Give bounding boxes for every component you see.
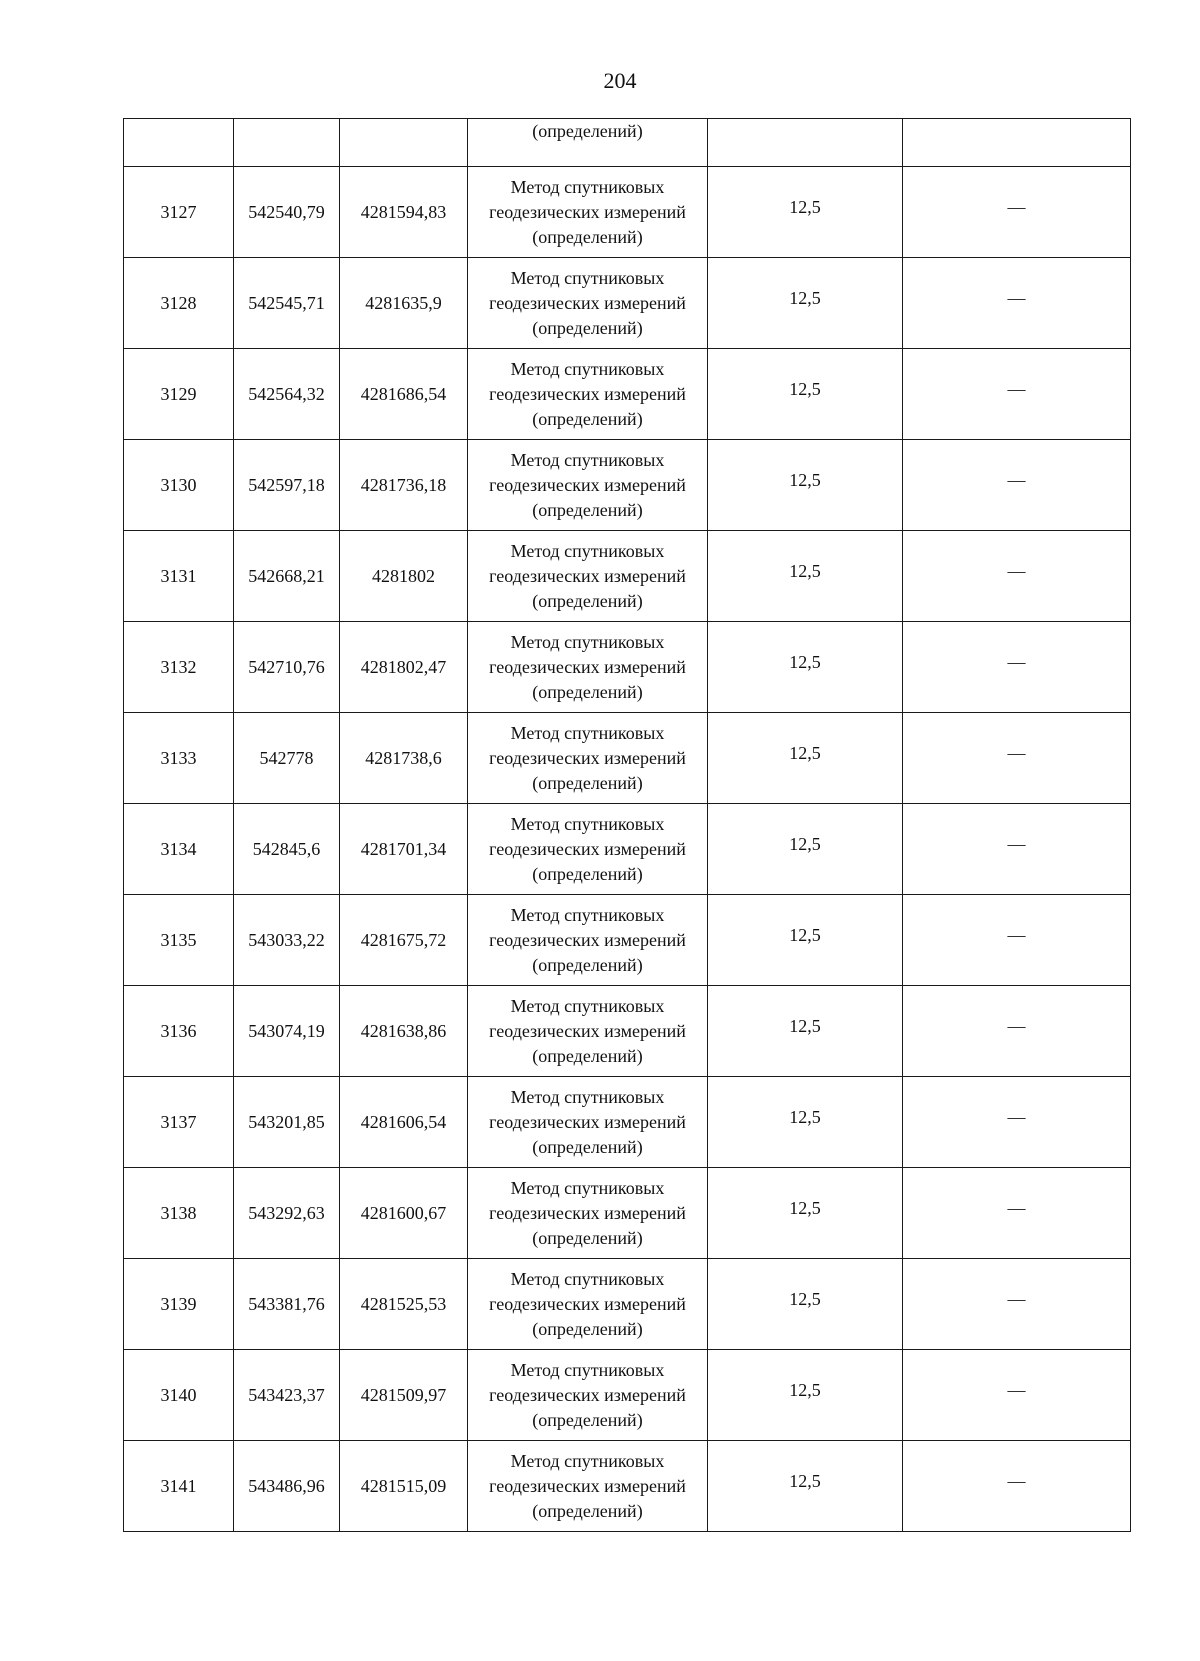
table-row	[124, 167, 1131, 258]
method-line: (определений)	[532, 1500, 643, 1521]
method-line: геодезических измерений	[489, 1475, 686, 1496]
description-cell	[903, 1077, 1131, 1168]
point-number-cell	[124, 119, 234, 167]
accuracy-cell	[708, 167, 903, 258]
x-coordinate-cell: 542668,21	[234, 531, 340, 622]
method-cell	[468, 258, 708, 349]
table-row	[124, 713, 1131, 804]
method-line: геодезических измерений	[489, 1384, 686, 1405]
method-line: геодезических измерений	[489, 656, 686, 677]
description-value: —	[1007, 378, 1026, 399]
accuracy-value: 12,5	[789, 1197, 821, 1218]
y-coordinate-cell: 4281600,67	[340, 1168, 468, 1259]
accuracy-value: 12,5	[789, 196, 821, 217]
table-row	[124, 1350, 1131, 1441]
method-line: (определений)	[532, 772, 643, 793]
description-value: —	[1007, 196, 1026, 217]
method-line: геодезических измерений	[489, 201, 686, 222]
accuracy-cell	[708, 622, 903, 713]
method-cell	[468, 804, 708, 895]
description-cell	[903, 440, 1131, 531]
table-row	[124, 1168, 1131, 1259]
accuracy-value: 12,5	[789, 924, 821, 945]
method-line: геодезических измерений	[489, 1202, 686, 1223]
y-coordinate-cell: 4281738,6	[340, 713, 468, 804]
description-value: —	[1007, 469, 1026, 490]
method-line: (определений)	[532, 226, 643, 247]
description-value: —	[1007, 924, 1026, 945]
y-coordinate-cell: 4281594,83	[340, 167, 468, 258]
accuracy-value: 12,5	[789, 1470, 821, 1491]
description-value: —	[1007, 1015, 1026, 1036]
accuracy-value: 12,5	[789, 560, 821, 581]
method-line: Метод спутниковых	[510, 267, 665, 288]
method-line: Метод спутниковых	[510, 540, 665, 561]
y-coordinate-cell: 4281686,54	[340, 349, 468, 440]
method-line: геодезических измерений	[489, 1111, 686, 1132]
accuracy-cell	[708, 986, 903, 1077]
x-coordinate-cell: 542545,71	[234, 258, 340, 349]
accuracy-cell	[708, 1259, 903, 1350]
method-cell	[468, 1350, 708, 1441]
point-number-cell: 3140	[124, 1350, 234, 1441]
accuracy-cell	[708, 1350, 903, 1441]
accuracy-value: 12,5	[789, 469, 821, 490]
method-line: (определений)	[532, 499, 643, 520]
point-number-cell: 3130	[124, 440, 234, 531]
description-cell	[903, 622, 1131, 713]
table-row	[124, 1077, 1131, 1168]
x-coordinate-cell: 543486,96	[234, 1441, 340, 1532]
method-line: Метод спутниковых	[510, 449, 665, 470]
table-body	[124, 119, 1131, 1532]
point-number-cell: 3137	[124, 1077, 234, 1168]
method-cell	[468, 986, 708, 1077]
accuracy-cell	[708, 804, 903, 895]
x-coordinate-cell: 542710,76	[234, 622, 340, 713]
description-cell	[903, 1350, 1131, 1441]
method-line: Метод спутниковых	[510, 904, 665, 925]
accuracy-value: 12,5	[789, 833, 821, 854]
method-line: геодезических измерений	[489, 1293, 686, 1314]
method-line: Метод спутниковых	[510, 722, 665, 743]
method-cell	[468, 895, 708, 986]
point-number-cell: 3141	[124, 1441, 234, 1532]
method-line: Метод спутниковых	[510, 813, 665, 834]
method-line: геодезических измерений	[489, 292, 686, 313]
method-line: Метод спутниковых	[510, 1177, 665, 1198]
accuracy-cell	[708, 258, 903, 349]
method-cell	[468, 1077, 708, 1168]
y-coordinate-cell: 4281802	[340, 531, 468, 622]
description-cell	[903, 713, 1131, 804]
method-line: (определений)	[532, 1045, 643, 1066]
x-coordinate-cell: 543201,85	[234, 1077, 340, 1168]
accuracy-cell	[708, 1441, 903, 1532]
accuracy-value: 12,5	[789, 1015, 821, 1036]
x-coordinate-cell: 543033,22	[234, 895, 340, 986]
method-line: (определений)	[532, 954, 643, 975]
description-cell	[903, 1259, 1131, 1350]
method-line: (определений)	[532, 408, 643, 429]
description-cell	[903, 167, 1131, 258]
description-cell	[903, 258, 1131, 349]
description-value: —	[1007, 651, 1026, 672]
page-number: 204	[603, 68, 637, 93]
x-coordinate-cell: 542778	[234, 713, 340, 804]
description-cell	[903, 1441, 1131, 1532]
accuracy-value: 12,5	[789, 651, 821, 672]
x-coordinate-cell: 542597,18	[234, 440, 340, 531]
point-number-cell: 3138	[124, 1168, 234, 1259]
y-coordinate-cell: 4281525,53	[340, 1259, 468, 1350]
method-line: (определений)	[532, 1409, 643, 1430]
y-coordinate-cell: 4281635,9	[340, 258, 468, 349]
method-cell	[468, 713, 708, 804]
description-cell	[903, 349, 1131, 440]
accuracy-cell	[708, 349, 903, 440]
description-value: —	[1007, 1288, 1026, 1309]
y-coordinate-cell: 4281509,97	[340, 1350, 468, 1441]
accuracy-value: 12,5	[789, 287, 821, 308]
method-line: Метод спутниковых	[510, 631, 665, 652]
method-cell	[468, 1259, 708, 1350]
table-row	[124, 804, 1131, 895]
method-line: геодезических измерений	[489, 383, 686, 404]
accuracy-cell	[708, 440, 903, 531]
y-coordinate-cell	[340, 119, 468, 167]
point-number-cell: 3135	[124, 895, 234, 986]
accuracy-cell	[708, 1077, 903, 1168]
description-value: —	[1007, 1470, 1026, 1491]
description-cell	[903, 531, 1131, 622]
description-value: —	[1007, 1197, 1026, 1218]
description-cell	[903, 895, 1131, 986]
point-number-cell: 3127	[124, 167, 234, 258]
method-cell	[468, 1441, 708, 1532]
method-line: Метод спутниковых	[510, 995, 665, 1016]
method-cell	[468, 440, 708, 531]
description-value: —	[1007, 560, 1026, 581]
accuracy-value: 12,5	[789, 1379, 821, 1400]
accuracy-cell	[708, 713, 903, 804]
description-cell	[903, 119, 1131, 167]
y-coordinate-cell: 4281638,86	[340, 986, 468, 1077]
coordinates-table	[123, 118, 1131, 1532]
method-line: (определений)	[532, 1318, 643, 1339]
method-line: геодезических измерений	[489, 1020, 686, 1041]
point-number-cell: 3134	[124, 804, 234, 895]
method-cell	[468, 349, 708, 440]
method-cell	[468, 622, 708, 713]
x-coordinate-cell: 543074,19	[234, 986, 340, 1077]
method-line: Метод спутниковых	[510, 1450, 665, 1471]
method-line: геодезических измерений	[489, 838, 686, 859]
y-coordinate-cell: 4281515,09	[340, 1441, 468, 1532]
y-coordinate-cell: 4281606,54	[340, 1077, 468, 1168]
point-number-cell: 3132	[124, 622, 234, 713]
description-value: —	[1007, 742, 1026, 763]
point-number-cell: 3131	[124, 531, 234, 622]
description-value: —	[1007, 1106, 1026, 1127]
method-line: геодезических измерений	[489, 747, 686, 768]
table-row	[124, 895, 1131, 986]
method-line: геодезических измерений	[489, 929, 686, 950]
method-cell: (определений)	[468, 119, 708, 167]
x-coordinate-cell: 542540,79	[234, 167, 340, 258]
table-row	[124, 986, 1131, 1077]
description-cell	[903, 804, 1131, 895]
description-value: —	[1007, 833, 1026, 854]
description-cell	[903, 986, 1131, 1077]
accuracy-cell	[708, 895, 903, 986]
x-coordinate-cell: 543381,76	[234, 1259, 340, 1350]
method-cell	[468, 531, 708, 622]
method-line: (определений)	[532, 863, 643, 884]
accuracy-cell	[708, 1168, 903, 1259]
y-coordinate-cell: 4281701,34	[340, 804, 468, 895]
method-line: (определений)	[532, 1136, 643, 1157]
x-coordinate-cell: 543423,37	[234, 1350, 340, 1441]
method-line: (определений)	[532, 681, 643, 702]
x-coordinate-cell: 543292,63	[234, 1168, 340, 1259]
table-row	[124, 440, 1131, 531]
y-coordinate-cell: 4281736,18	[340, 440, 468, 531]
point-number-cell: 3136	[124, 986, 234, 1077]
method-line: Метод спутниковых	[510, 358, 665, 379]
table-row	[124, 1441, 1131, 1532]
method-line: Метод спутниковых	[510, 1268, 665, 1289]
x-coordinate-cell	[234, 119, 340, 167]
x-coordinate-cell: 542845,6	[234, 804, 340, 895]
method-line: Метод спутниковых	[510, 1086, 665, 1107]
accuracy-value: 12,5	[789, 1288, 821, 1309]
method-line: геодезических измерений	[489, 474, 686, 495]
accuracy-value: 12,5	[789, 378, 821, 399]
method-line: Метод спутниковых	[510, 176, 665, 197]
accuracy-value: 12,5	[789, 742, 821, 763]
table-row	[124, 258, 1131, 349]
table-row	[124, 1259, 1131, 1350]
point-number-cell: 3133	[124, 713, 234, 804]
table-row	[124, 622, 1131, 713]
point-number-cell: 3129	[124, 349, 234, 440]
method-line: Метод спутниковых	[510, 1359, 665, 1380]
method-line: геодезических измерений	[489, 565, 686, 586]
y-coordinate-cell: 4281802,47	[340, 622, 468, 713]
method-cell	[468, 1168, 708, 1259]
accuracy-cell	[708, 119, 903, 167]
accuracy-value: 12,5	[789, 1106, 821, 1127]
point-number-cell: 3139	[124, 1259, 234, 1350]
y-coordinate-cell: 4281675,72	[340, 895, 468, 986]
continued-row	[124, 119, 1131, 167]
table-row	[124, 531, 1131, 622]
description-value: —	[1007, 287, 1026, 308]
x-coordinate-cell: 542564,32	[234, 349, 340, 440]
method-cell	[468, 167, 708, 258]
accuracy-cell	[708, 531, 903, 622]
table-row	[124, 349, 1131, 440]
method-line: (определений)	[532, 1227, 643, 1248]
point-number-cell: 3128	[124, 258, 234, 349]
description-value: —	[1007, 1379, 1026, 1400]
method-line: (определений)	[532, 317, 643, 338]
method-line: (определений)	[532, 590, 643, 611]
description-cell	[903, 1168, 1131, 1259]
